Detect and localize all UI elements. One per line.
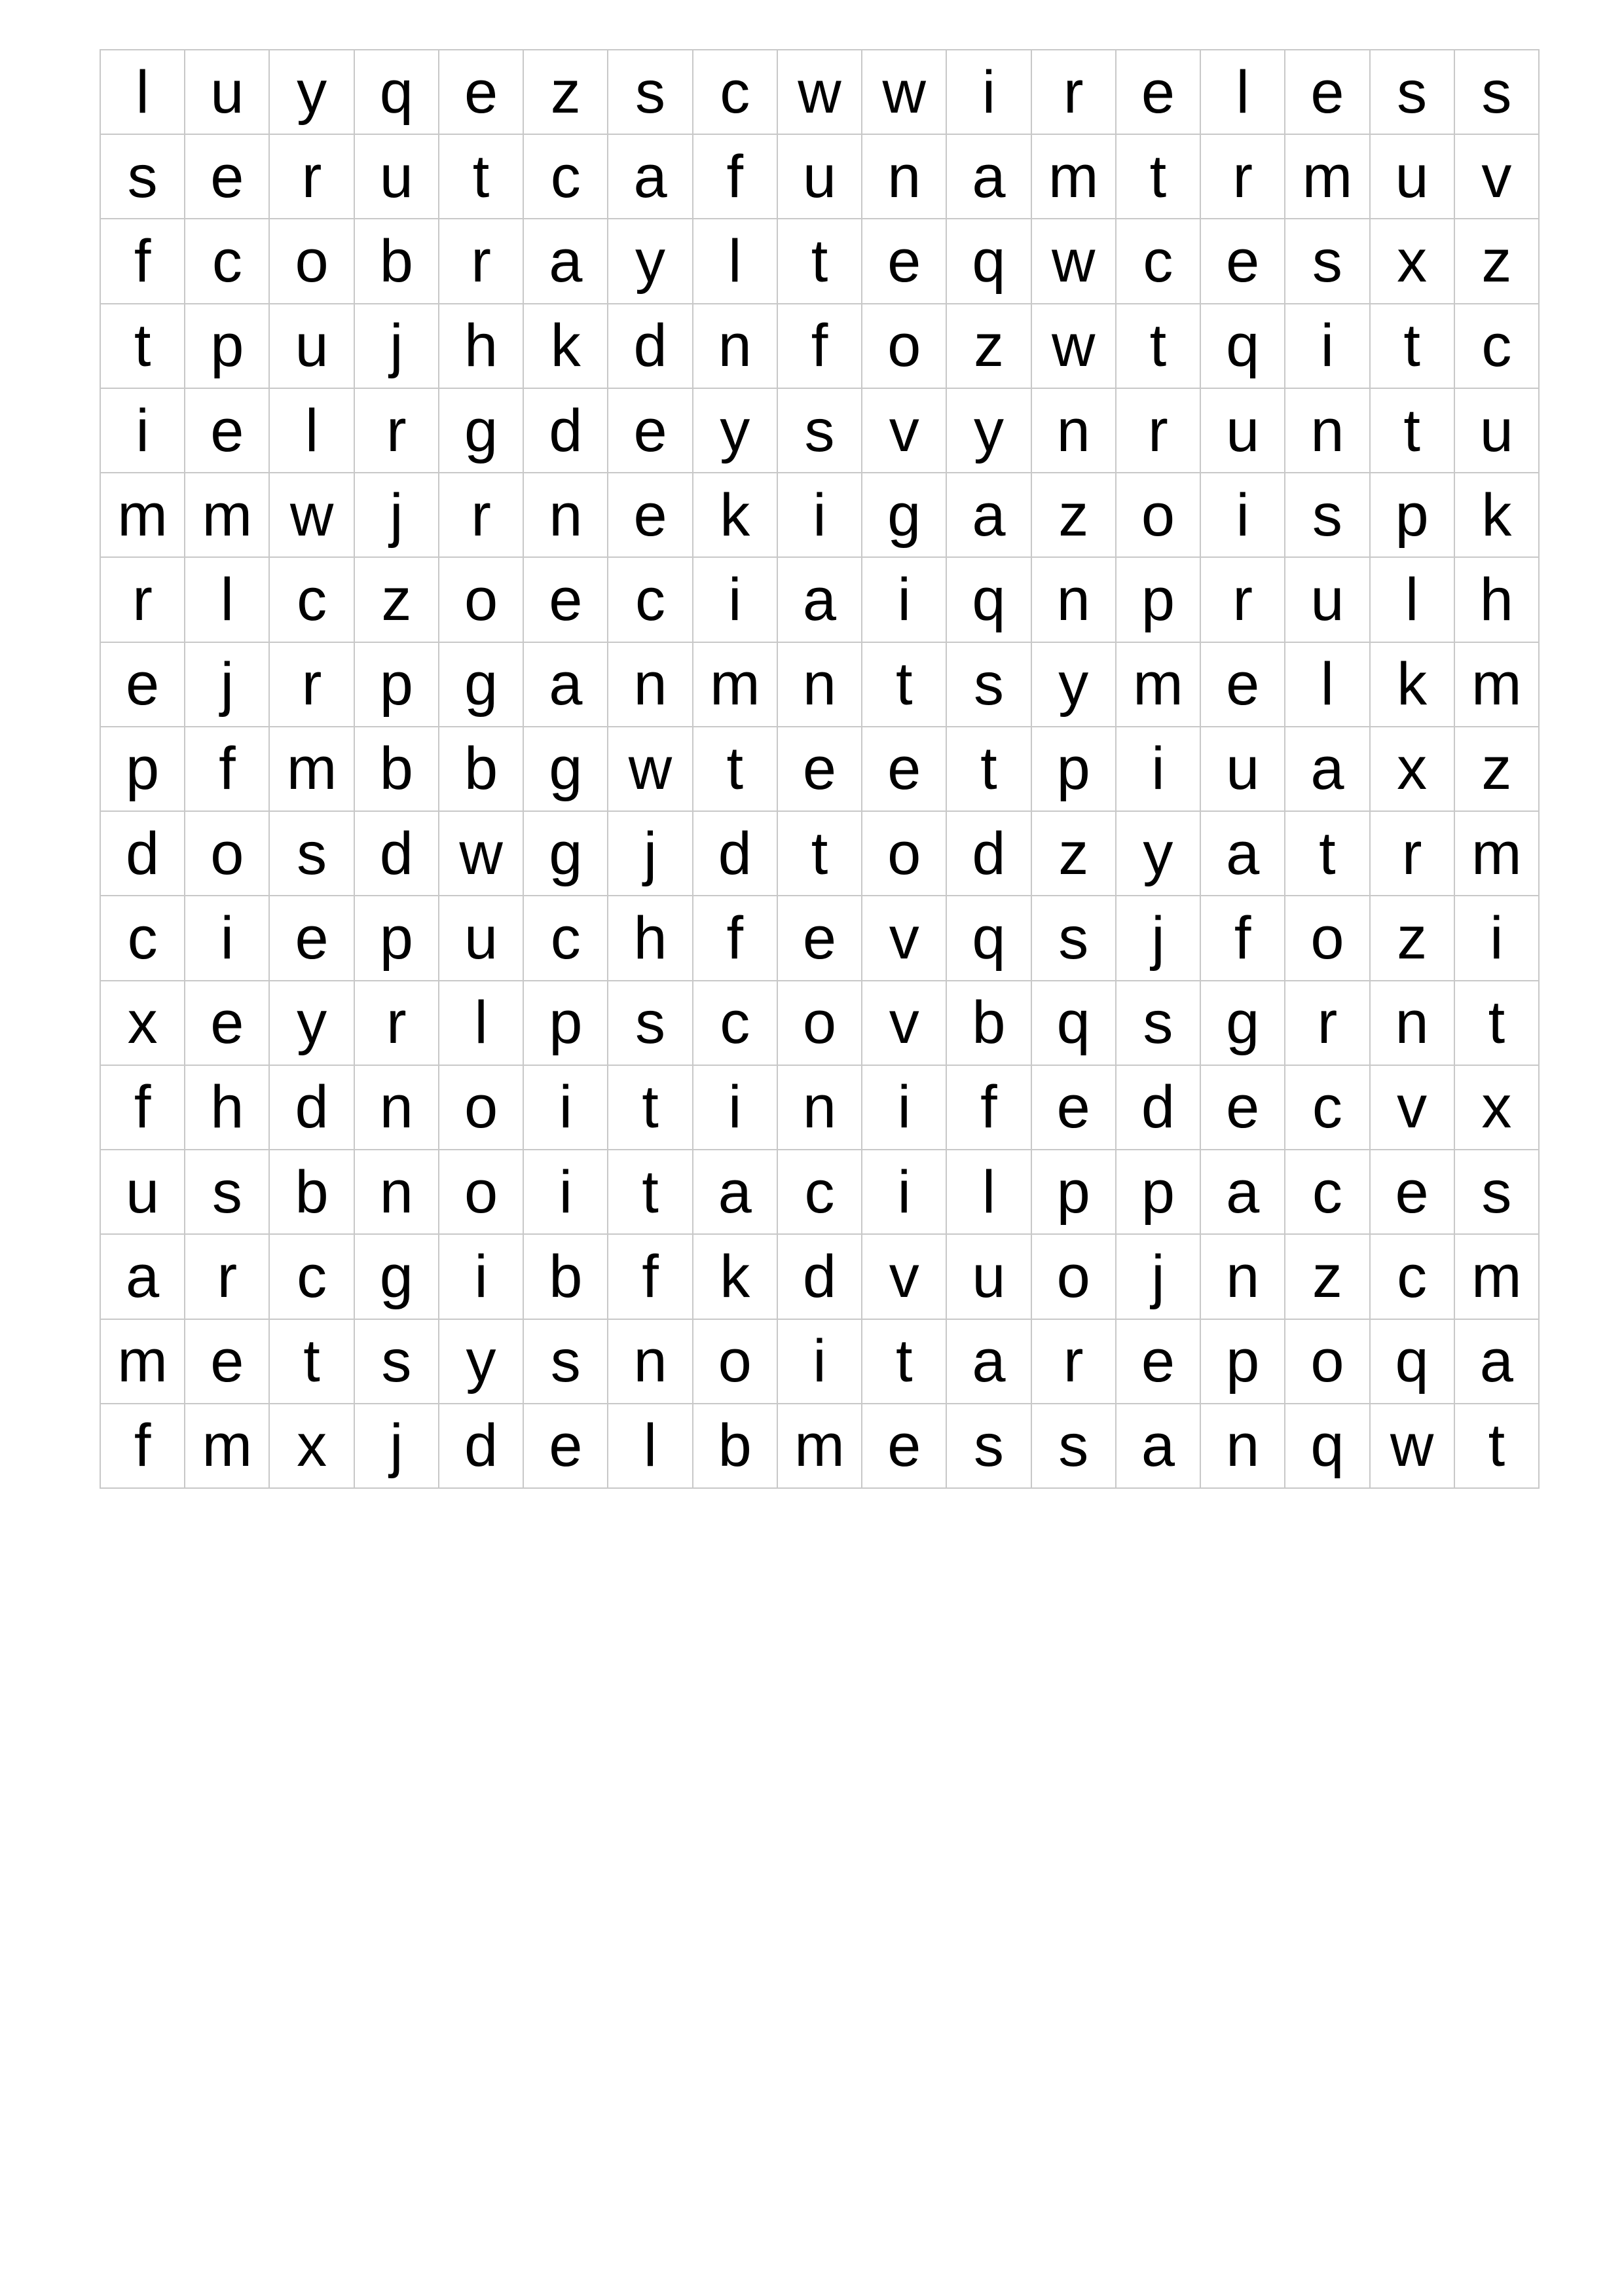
letter-cell: m (185, 1404, 270, 1489)
letter-cell: h (185, 1066, 270, 1150)
letter-cell: g (1201, 981, 1285, 1066)
letter-cell: b (270, 1150, 354, 1235)
letter-cell: a (1285, 727, 1370, 812)
letter-cell: t (862, 1320, 947, 1404)
letter-cell: c (1455, 304, 1540, 389)
letter-cell: d (101, 812, 185, 896)
letter-cell: i (862, 1150, 947, 1235)
letter-cell: r (1032, 1320, 1116, 1404)
letter-cell: s (1032, 1404, 1116, 1489)
letter-cell: t (439, 135, 524, 219)
letter-cell: k (693, 473, 778, 558)
letter-cell: o (862, 304, 947, 389)
letter-cell: t (608, 1066, 693, 1150)
letter-cell: e (185, 981, 270, 1066)
letter-cell: s (1285, 473, 1370, 558)
letter-cell: e (270, 896, 354, 981)
letter-cell: m (778, 1404, 862, 1489)
letter-cell: z (1371, 896, 1455, 981)
letter-cell: u (1201, 727, 1285, 812)
letter-cell: a (1116, 1404, 1201, 1489)
letter-cell: t (1455, 981, 1540, 1066)
letter-cell: z (1455, 219, 1540, 304)
letter-cell: l (947, 1150, 1031, 1235)
letter-cell: n (778, 1066, 862, 1150)
letter-cell: n (1201, 1235, 1285, 1319)
letter-cell: s (1116, 981, 1201, 1066)
letter-cell: e (608, 473, 693, 558)
letter-cell: r (1371, 812, 1455, 896)
letter-cell: g (524, 812, 608, 896)
letter-cell: t (947, 727, 1031, 812)
letter-cell: e (1201, 643, 1285, 727)
letter-cell: r (1032, 50, 1116, 135)
letter-cell: q (1371, 1320, 1455, 1404)
letter-cell: n (1201, 1404, 1285, 1489)
letter-cell: r (1201, 135, 1285, 219)
letter-cell: n (693, 304, 778, 389)
letter-cell: w (439, 812, 524, 896)
letter-cell: z (355, 558, 439, 642)
letter-cell: o (439, 558, 524, 642)
letter-cell: e (1116, 50, 1201, 135)
letter-cell: k (1455, 473, 1540, 558)
letter-cell: l (185, 558, 270, 642)
letter-cell: m (1032, 135, 1116, 219)
letter-cell: q (947, 219, 1031, 304)
letter-cell: s (608, 981, 693, 1066)
letter-cell: d (439, 1404, 524, 1489)
letter-cell: b (355, 727, 439, 812)
letter-cell: c (1285, 1150, 1370, 1235)
letter-cell: e (185, 1320, 270, 1404)
letter-cell: x (270, 1404, 354, 1489)
letter-cell: s (1032, 896, 1116, 981)
letter-cell: g (524, 727, 608, 812)
letter-cell: n (524, 473, 608, 558)
letter-cell: c (524, 896, 608, 981)
letter-cell: x (101, 981, 185, 1066)
letter-cell: t (1371, 389, 1455, 473)
letter-cell: r (1201, 558, 1285, 642)
letter-cell: z (947, 304, 1031, 389)
letter-cell: e (524, 1404, 608, 1489)
letter-cell: w (1371, 1404, 1455, 1489)
letter-cell: s (1455, 50, 1540, 135)
letter-cell: l (693, 219, 778, 304)
letter-cell: w (778, 50, 862, 135)
letter-cell: a (1455, 1320, 1540, 1404)
letter-cell: e (1371, 1150, 1455, 1235)
letter-cell: e (101, 643, 185, 727)
letter-cell: n (1032, 389, 1116, 473)
letter-cell: i (947, 50, 1031, 135)
letter-cell: u (1201, 389, 1285, 473)
letter-cell: l (1371, 558, 1455, 642)
letter-cell: p (355, 643, 439, 727)
letter-cell: y (693, 389, 778, 473)
letter-cell: a (1201, 812, 1285, 896)
letter-cell: a (947, 473, 1031, 558)
letter-cell: j (355, 473, 439, 558)
letter-cell: e (1285, 50, 1370, 135)
letter-cell: j (185, 643, 270, 727)
letter-cell: i (862, 1066, 947, 1150)
letter-cell: v (862, 981, 947, 1066)
letter-cell: k (1371, 643, 1455, 727)
letter-cell: a (693, 1150, 778, 1235)
letter-cell: k (524, 304, 608, 389)
letter-cell: s (1285, 219, 1370, 304)
letter-cell: e (185, 135, 270, 219)
letter-cell: s (185, 1150, 270, 1235)
letter-cell: n (355, 1066, 439, 1150)
letter-cell: v (862, 1235, 947, 1319)
letter-cell: u (1455, 389, 1540, 473)
letter-cell: h (439, 304, 524, 389)
letter-cell: p (185, 304, 270, 389)
letter-cell: b (947, 981, 1031, 1066)
letter-cell: b (355, 219, 439, 304)
letter-cell: i (778, 1320, 862, 1404)
letter-cell: a (947, 1320, 1031, 1404)
letter-cell: a (101, 1235, 185, 1319)
letter-cell: i (101, 389, 185, 473)
letter-cell: b (524, 1235, 608, 1319)
letter-cell: m (1455, 812, 1540, 896)
letter-cell: f (947, 1066, 1031, 1150)
letter-cell: e (778, 727, 862, 812)
letter-cell: q (1201, 304, 1285, 389)
letter-cell: o (1285, 1320, 1370, 1404)
letter-cell: p (101, 727, 185, 812)
letter-cell: v (1455, 135, 1540, 219)
letter-cell: m (693, 643, 778, 727)
letter-cell: n (778, 643, 862, 727)
letter-cell: u (1371, 135, 1455, 219)
letter-cell: m (1116, 643, 1201, 727)
letter-cell: t (270, 1320, 354, 1404)
letter-cell: c (185, 219, 270, 304)
letter-cell: i (693, 558, 778, 642)
letter-cell: z (1032, 812, 1116, 896)
letter-cell: e (608, 389, 693, 473)
letter-cell: u (778, 135, 862, 219)
letter-cell: j (355, 304, 439, 389)
letter-cell: q (1285, 1404, 1370, 1489)
letter-cell: b (693, 1404, 778, 1489)
letter-cell: c (101, 896, 185, 981)
letter-cell: i (1116, 727, 1201, 812)
letter-cell: p (355, 896, 439, 981)
letter-cell: i (1201, 473, 1285, 558)
letter-cell: d (608, 304, 693, 389)
letter-cell: r (270, 135, 354, 219)
letter-cell: u (185, 50, 270, 135)
letter-cell: o (1032, 1235, 1116, 1319)
letter-cell: u (947, 1235, 1031, 1319)
letter-cell: w (862, 50, 947, 135)
letter-cell: c (524, 135, 608, 219)
letter-cell: i (778, 473, 862, 558)
letter-cell: f (608, 1235, 693, 1319)
letter-cell: c (693, 981, 778, 1066)
letter-cell: t (608, 1150, 693, 1235)
letter-cell: n (1032, 558, 1116, 642)
letter-cell: r (355, 981, 439, 1066)
letter-cell: e (778, 896, 862, 981)
letter-cell: f (101, 1066, 185, 1150)
word-search-grid (100, 49, 1540, 1489)
letter-cell: f (101, 1404, 185, 1489)
letter-cell: s (101, 135, 185, 219)
letter-cell: z (1455, 727, 1540, 812)
letter-cell: z (1032, 473, 1116, 558)
letter-cell: y (1032, 643, 1116, 727)
letter-cell: g (862, 473, 947, 558)
letter-cell: f (1201, 896, 1285, 981)
letter-cell: e (439, 50, 524, 135)
letter-cell: i (862, 558, 947, 642)
letter-cell: o (1285, 896, 1370, 981)
letter-cell: c (608, 558, 693, 642)
letter-cell: r (270, 643, 354, 727)
letter-cell: l (270, 389, 354, 473)
letter-cell: a (1201, 1150, 1285, 1235)
letter-cell: v (862, 389, 947, 473)
letter-cell: y (270, 981, 354, 1066)
letter-cell: h (1455, 558, 1540, 642)
letter-cell: o (862, 812, 947, 896)
letter-cell: a (608, 135, 693, 219)
letter-cell: j (355, 1404, 439, 1489)
letter-cell: d (778, 1235, 862, 1319)
letter-cell: i (693, 1066, 778, 1150)
letter-cell: p (1116, 558, 1201, 642)
letter-cell: j (608, 812, 693, 896)
letter-cell: d (1116, 1066, 1201, 1150)
letter-cell: i (439, 1235, 524, 1319)
letter-cell: s (947, 1404, 1031, 1489)
letter-cell: r (1285, 981, 1370, 1066)
letter-cell: x (1371, 219, 1455, 304)
letter-cell: s (270, 812, 354, 896)
letter-cell: e (185, 389, 270, 473)
letter-cell: c (693, 50, 778, 135)
letter-cell: m (185, 473, 270, 558)
letter-cell: m (101, 473, 185, 558)
letter-cell: c (1371, 1235, 1455, 1319)
letter-cell: s (355, 1320, 439, 1404)
letter-cell: o (439, 1150, 524, 1235)
letter-cell: p (1371, 473, 1455, 558)
letter-cell: c (270, 1235, 354, 1319)
letter-cell: t (1285, 812, 1370, 896)
letter-cell: n (608, 643, 693, 727)
letter-cell: y (947, 389, 1031, 473)
letter-cell: s (1455, 1150, 1540, 1235)
letter-cell: h (608, 896, 693, 981)
letter-cell: j (1116, 896, 1201, 981)
letter-cell: t (778, 812, 862, 896)
letter-cell: o (185, 812, 270, 896)
letter-cell: z (1285, 1235, 1370, 1319)
letter-cell: l (439, 981, 524, 1066)
letter-cell: y (1116, 812, 1201, 896)
letter-cell: y (608, 219, 693, 304)
letter-cell: t (693, 727, 778, 812)
letter-cell: i (1455, 896, 1540, 981)
letter-cell: t (1116, 304, 1201, 389)
letter-cell: c (1116, 219, 1201, 304)
letter-cell: a (524, 643, 608, 727)
letter-cell: y (439, 1320, 524, 1404)
letter-cell: n (1285, 389, 1370, 473)
letter-cell: o (1116, 473, 1201, 558)
letter-cell: d (947, 812, 1031, 896)
letter-cell: r (185, 1235, 270, 1319)
letter-cell: g (439, 389, 524, 473)
letter-cell: d (270, 1066, 354, 1150)
letter-cell: e (862, 727, 947, 812)
letter-cell: e (1116, 1320, 1201, 1404)
letter-cell: u (355, 135, 439, 219)
letter-cell: r (439, 219, 524, 304)
letter-cell: j (1116, 1235, 1201, 1319)
letter-cell: g (439, 643, 524, 727)
letter-cell: t (1116, 135, 1201, 219)
letter-cell: i (524, 1066, 608, 1150)
letter-cell: o (270, 219, 354, 304)
letter-cell: u (101, 1150, 185, 1235)
letter-cell: a (947, 135, 1031, 219)
letter-cell: t (778, 219, 862, 304)
letter-cell: w (1032, 219, 1116, 304)
letter-cell: q (1032, 981, 1116, 1066)
letter-cell: y (270, 50, 354, 135)
letter-cell: r (439, 473, 524, 558)
letter-cell: p (1032, 1150, 1116, 1235)
letter-cell: n (1371, 981, 1455, 1066)
letter-cell: a (778, 558, 862, 642)
letter-cell: p (1116, 1150, 1201, 1235)
letter-cell: o (439, 1066, 524, 1150)
letter-cell: p (524, 981, 608, 1066)
letter-cell: s (1371, 50, 1455, 135)
letter-cell: g (355, 1235, 439, 1319)
letter-cell: l (101, 50, 185, 135)
letter-cell: p (1032, 727, 1116, 812)
letter-cell: c (778, 1150, 862, 1235)
letter-cell: u (270, 304, 354, 389)
letter-cell: m (101, 1320, 185, 1404)
letter-cell: f (693, 135, 778, 219)
letter-cell: e (862, 219, 947, 304)
letter-cell: i (524, 1150, 608, 1235)
letter-cell: e (1032, 1066, 1116, 1150)
letter-cell: q (947, 896, 1031, 981)
letter-cell: m (270, 727, 354, 812)
letter-cell: d (693, 812, 778, 896)
letter-cell: n (862, 135, 947, 219)
letter-cell: o (778, 981, 862, 1066)
letter-cell: r (101, 558, 185, 642)
letter-cell: n (355, 1150, 439, 1235)
letter-cell: p (1201, 1320, 1285, 1404)
letter-cell: f (693, 896, 778, 981)
letter-cell: w (270, 473, 354, 558)
letter-cell: l (1285, 643, 1370, 727)
letter-cell: v (1371, 1066, 1455, 1150)
letter-cell: t (1371, 304, 1455, 389)
letter-cell: k (693, 1235, 778, 1319)
letter-cell: m (1285, 135, 1370, 219)
letter-cell: a (524, 219, 608, 304)
letter-cell: u (1285, 558, 1370, 642)
letter-cell: s (778, 389, 862, 473)
letter-cell: t (862, 643, 947, 727)
letter-cell: r (355, 389, 439, 473)
letter-cell: i (1285, 304, 1370, 389)
letter-cell: e (1201, 1066, 1285, 1150)
letter-cell: s (947, 643, 1031, 727)
letter-cell: i (185, 896, 270, 981)
letter-cell: e (524, 558, 608, 642)
letter-cell: w (1032, 304, 1116, 389)
letter-cell: q (947, 558, 1031, 642)
letter-cell: o (693, 1320, 778, 1404)
letter-cell: b (439, 727, 524, 812)
letter-cell: f (101, 219, 185, 304)
letter-cell: l (1201, 50, 1285, 135)
letter-cell: t (1455, 1404, 1540, 1489)
letter-cell: d (524, 389, 608, 473)
letter-cell: c (1285, 1066, 1370, 1150)
letter-cell: n (608, 1320, 693, 1404)
letter-cell: t (101, 304, 185, 389)
letter-cell: m (1455, 643, 1540, 727)
letter-cell: u (439, 896, 524, 981)
letter-cell: v (862, 896, 947, 981)
letter-cell: c (270, 558, 354, 642)
letter-cell: z (524, 50, 608, 135)
letter-cell: l (608, 1404, 693, 1489)
letter-cell: m (1455, 1235, 1540, 1319)
letter-cell: r (1116, 389, 1201, 473)
letter-cell: d (355, 812, 439, 896)
letter-cell: e (862, 1404, 947, 1489)
letter-cell: f (185, 727, 270, 812)
letter-cell: x (1455, 1066, 1540, 1150)
letter-cell: e (1201, 219, 1285, 304)
letter-cell: f (778, 304, 862, 389)
letter-cell: x (1371, 727, 1455, 812)
letter-cell: q (355, 50, 439, 135)
letter-cell: s (608, 50, 693, 135)
letter-cell: w (608, 727, 693, 812)
letter-cell: s (524, 1320, 608, 1404)
